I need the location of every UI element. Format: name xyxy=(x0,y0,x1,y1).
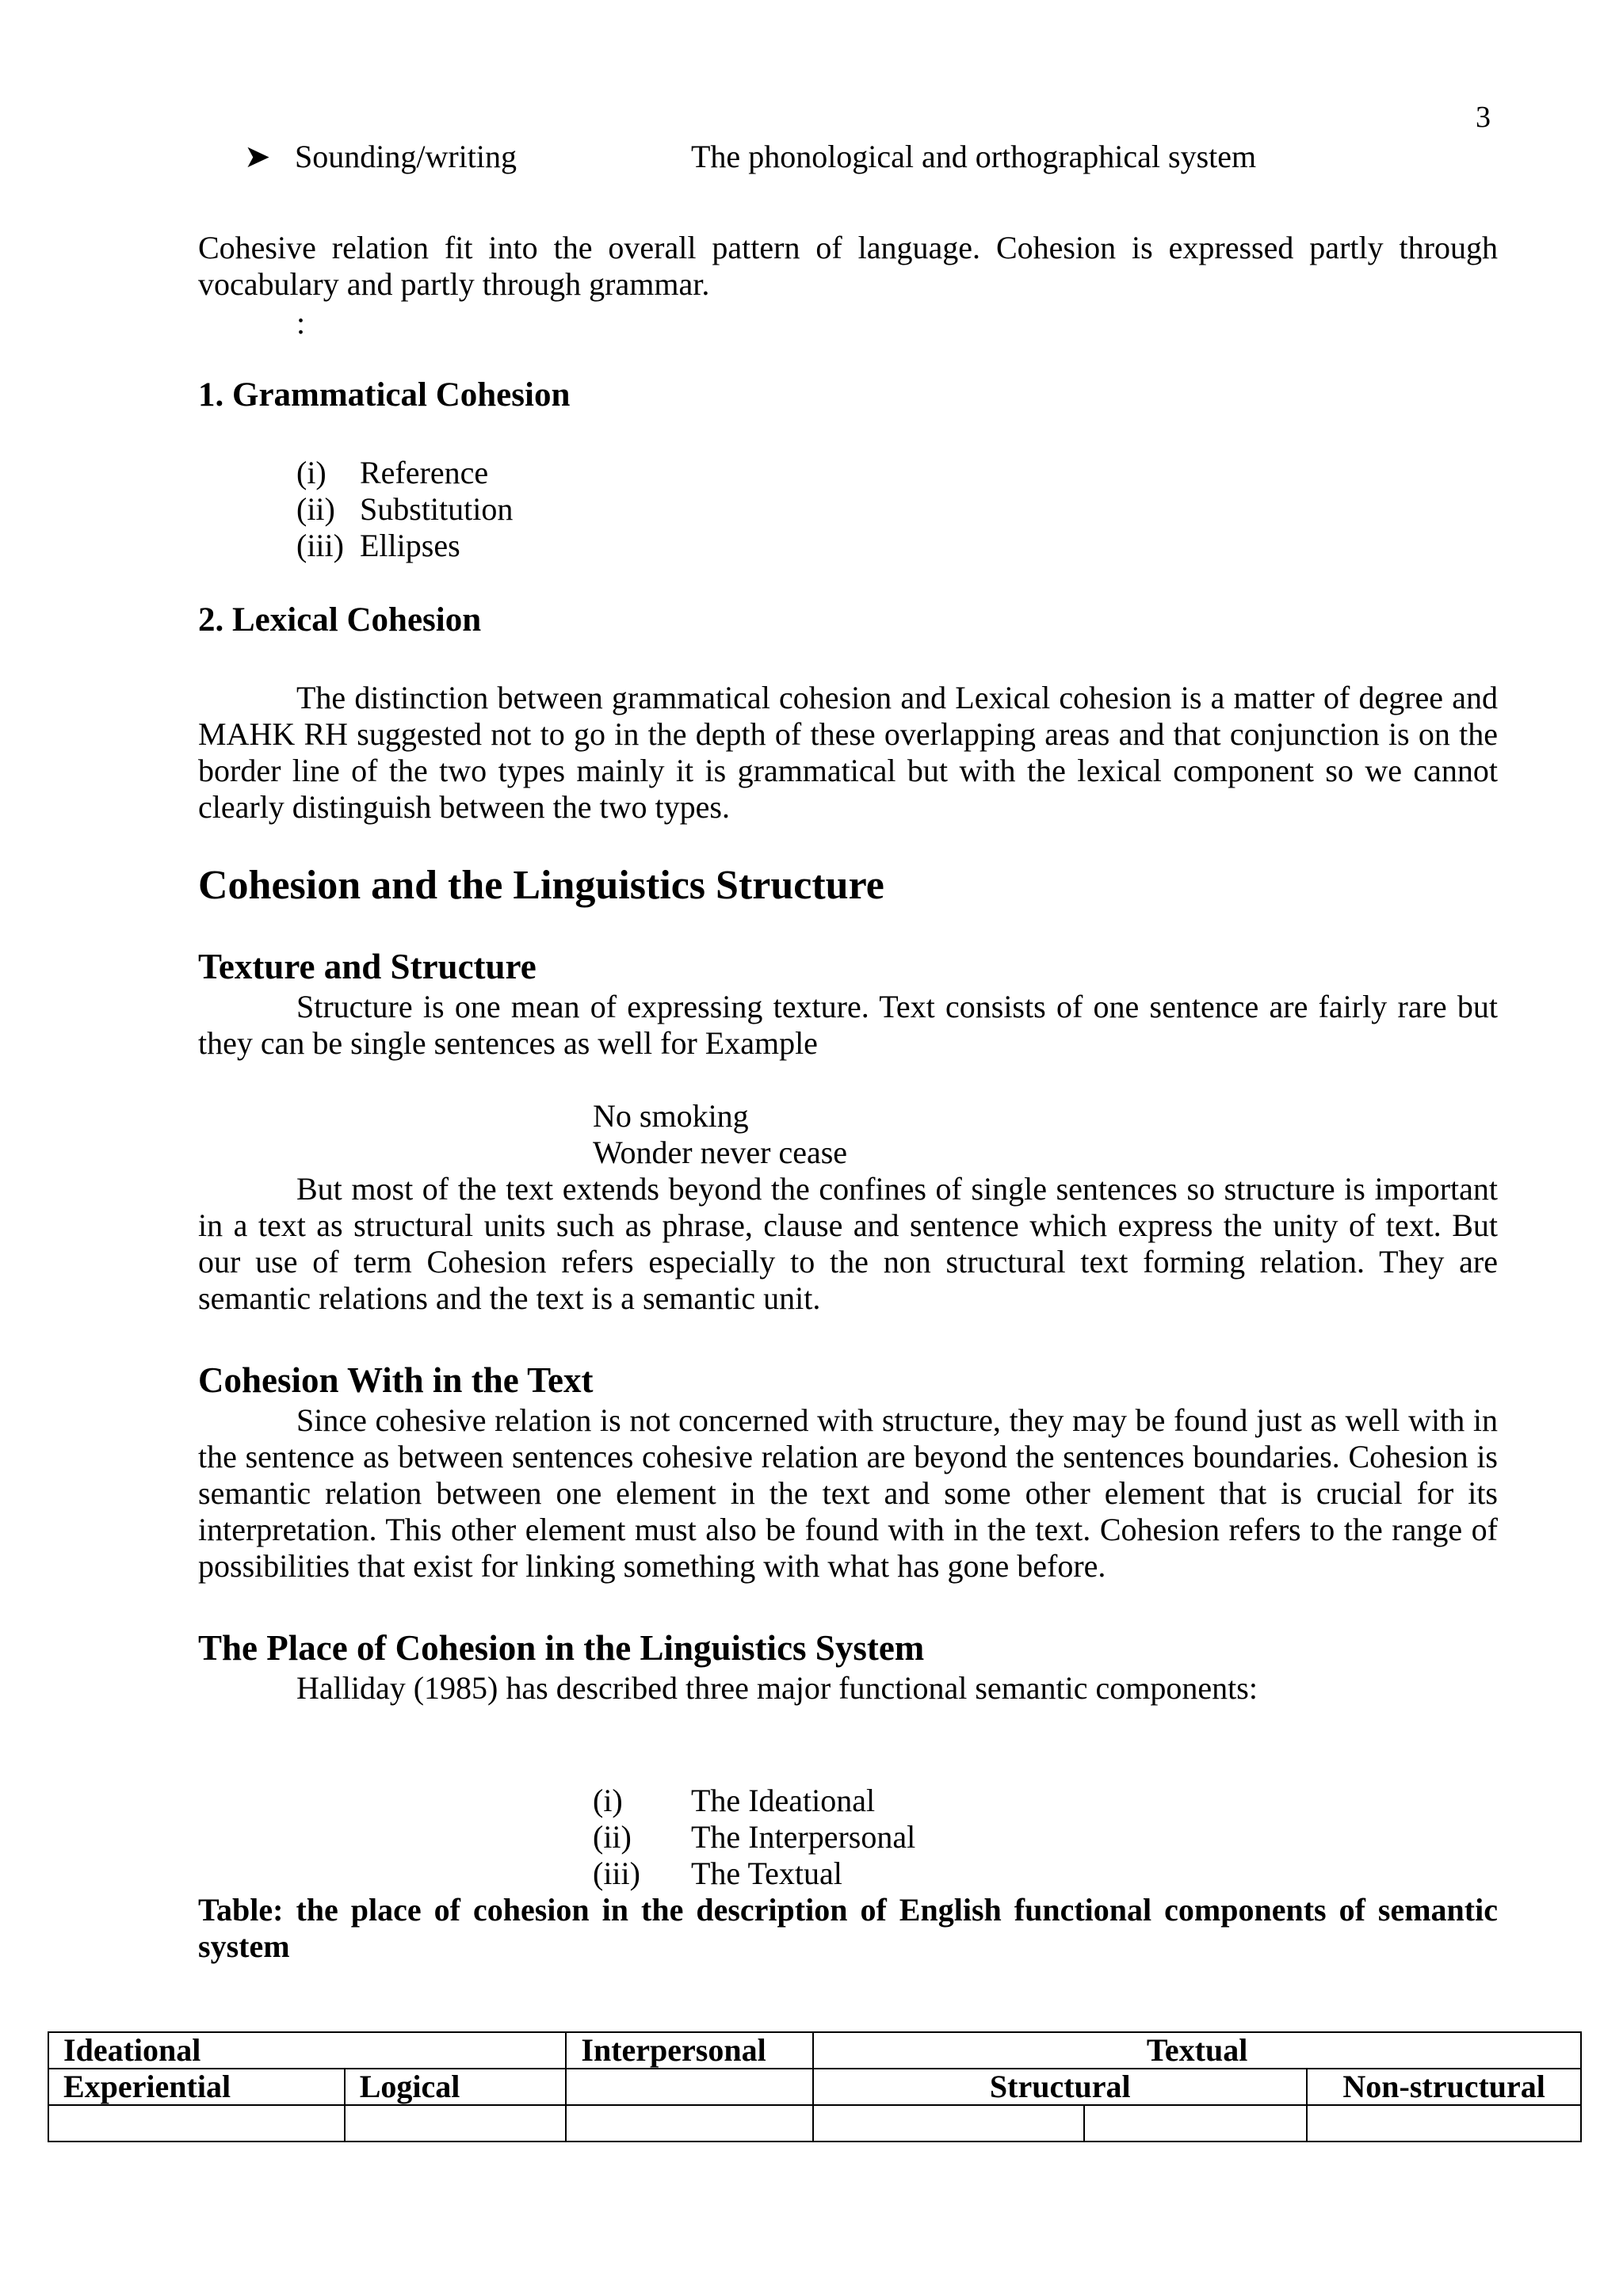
table-caption: Table: the place of cohesion in the description of English functional components of semantic system xyxy=(198,1892,1498,1964)
table-cell-structural: Structural xyxy=(813,2069,1307,2105)
list-item-number: (iii) xyxy=(593,1855,640,1891)
list-item-text: Substitution xyxy=(360,491,514,527)
heading-cohesion-within-text: Cohesion With in the Text xyxy=(198,1360,594,1400)
lexical-paragraph: The distinction between grammatical cohesion and Lexical cohesion is a matter of degree and MAHK RH suggested not to go in the depth of these overlapping areas and that conjunction is on the border line of the two types mainly it is grammatical but with the lexical component so we cannot clearly distinguish between the two types. xyxy=(198,680,1498,825)
heading-grammatical-cohesion: 1. Grammatical Cohesion xyxy=(198,376,571,414)
table-row xyxy=(48,2105,1581,2142)
within-paragraph: Since cohesive relation is not concerned with structure, they may be found just as well with in the sentence as between sentences cohesive relation are beyond the sentences boundaries. Cohesion is semantic relation between one element in the text and some other element that is crucial for its interpretation. This other element must also be found with in the text. Cohesion refers to the range of possibilities that exist for linking something with what has gone before. xyxy=(198,1402,1498,1584)
table-cell-textual: Textual xyxy=(813,2032,1581,2069)
list-item-text: Reference xyxy=(360,455,489,490)
page-number: 3 xyxy=(1476,101,1491,134)
texture-paragraph-1: Structure is one mean of expressing texture. Text consists of one sentence are fairly rare but they can be single sentences as well for Example xyxy=(198,989,1498,1061)
list-item-text: The Interpersonal xyxy=(691,1819,916,1855)
example-line: Wonder never cease xyxy=(593,1135,848,1170)
table-cell-empty xyxy=(813,2105,1083,2142)
place-paragraph: Halliday (1985) has described three major functional semantic components: xyxy=(296,1670,1258,1706)
list-item-number: (i) xyxy=(593,1783,623,1818)
table-cell-empty xyxy=(566,2069,813,2105)
bullet-description: The phonological and orthographical system xyxy=(691,139,1257,174)
intro-paragraph: Cohesive relation fit into the overall pattern of language. Cohesion is expressed partly through vocabulary and partly through grammar. xyxy=(198,230,1498,302)
list-item-number: (iii) xyxy=(296,528,344,563)
list-item xyxy=(296,455,613,491)
bullet-term: Sounding/writing xyxy=(295,139,517,174)
bullet-row xyxy=(244,138,1512,177)
intro-colon: : xyxy=(296,305,306,341)
table-cell-empty xyxy=(566,2105,813,2142)
list-item xyxy=(593,1855,1068,1892)
table-cell-experiential: Experiential xyxy=(48,2069,345,2105)
table-cell-ideational: Ideational xyxy=(48,2032,566,2069)
table-cell-empty xyxy=(1307,2105,1581,2142)
heading-texture-structure: Texture and Structure xyxy=(198,947,537,986)
table-cell-empty xyxy=(48,2105,345,2142)
table-cell-empty xyxy=(345,2105,567,2142)
main-heading: Cohesion and the Linguistics Structure xyxy=(198,863,884,908)
texture-paragraph-2: But most of the text extends beyond the confines of single sentences so structure is important in a text as structural units such as phrase, clause and sentence which express the unity of text. But our use of term Cohesion refers especially to the non structural text forming relation. They are semantic relations and the text is a semantic unit. xyxy=(198,1171,1498,1316)
list-item-text: The Textual xyxy=(691,1855,842,1891)
example-line: No smoking xyxy=(593,1098,749,1134)
list-item-number: (ii) xyxy=(296,491,335,527)
heading-place-of-cohesion: The Place of Cohesion in the Linguistics System xyxy=(198,1628,925,1668)
list-item xyxy=(296,528,613,564)
list-item-text: Ellipses xyxy=(360,528,460,563)
table-row xyxy=(48,2069,1581,2105)
list-item xyxy=(593,1819,1068,1855)
list-item xyxy=(593,1783,1068,1819)
heading-lexical-cohesion: 2. Lexical Cohesion xyxy=(198,601,482,639)
list-item-number: (i) xyxy=(296,455,327,490)
table-cell-non-structural: Non-structural xyxy=(1307,2069,1581,2105)
arrow-bullet-icon: ➤ xyxy=(244,139,271,174)
table-cell-empty xyxy=(1084,2105,1308,2142)
list-item xyxy=(296,491,613,528)
semantic-components-table xyxy=(48,2031,1582,2142)
table-cell-interpersonal: Interpersonal xyxy=(566,2032,813,2069)
list-item-number: (ii) xyxy=(593,1819,632,1855)
list-item-text: The Ideational xyxy=(691,1783,876,1818)
table-row xyxy=(48,2032,1581,2069)
table-cell-logical: Logical xyxy=(345,2069,567,2105)
